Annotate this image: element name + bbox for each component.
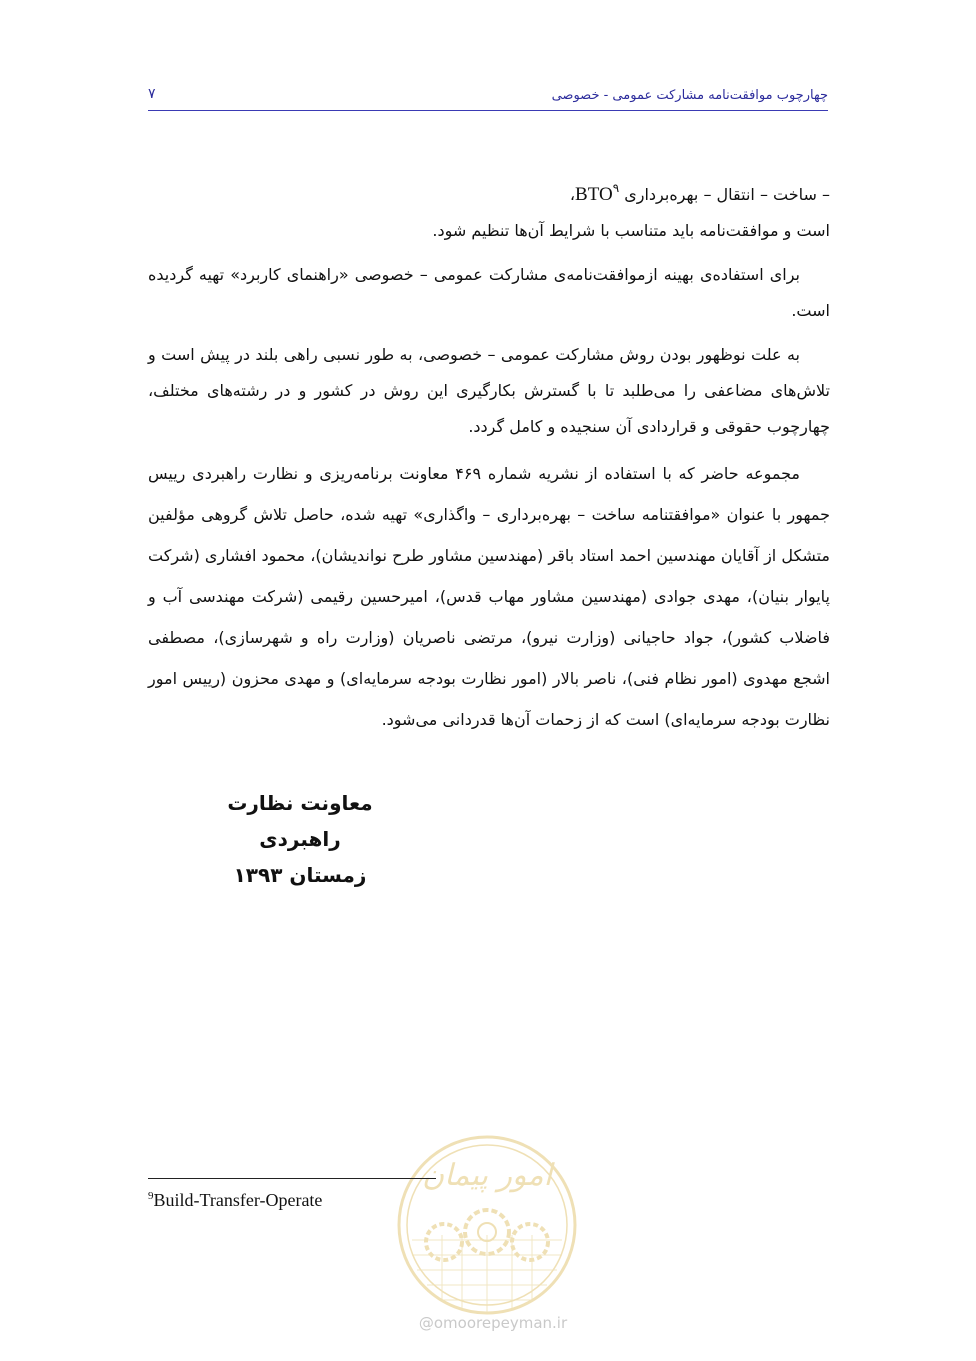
signature-block xyxy=(200,785,400,893)
omoor-peyman-watermark-logo xyxy=(392,1130,582,1340)
intro-tail-text: است و موافقت‌نامه باید متناسب با شرایط آن‌ها تنظیم شود. xyxy=(432,221,830,240)
watermark-url: @omoorepeyman.ir xyxy=(418,1314,568,1332)
signature-office: معاونت نظارت راهبردی xyxy=(227,791,373,851)
page-body xyxy=(148,170,830,740)
running-header-title: چهارچوب موافقت‌نامه مشارکت عمومی - خصوصی xyxy=(551,88,828,103)
credits-paragraph: مجموعه حاضر که با استفاده از نشریه شماره ۴۶۹ معاونت برنامه‌ریزی و نظارت راهبردی رییس جمهور با عنوان «موافقتنامه ساخت – بهره‌برداری – واگذاری» تهیه شده، حاصل تلاش گروهی مؤلفین متشکل از آقایان مهندسین احمد استاد باقر (مهندسین مشاور طرح نواندیشان)، محمود افشاری (شرکت پایوار بنیان)، مهدی جوادی (مهندسین مشاور مهاب قدس)، امیرحسین رقیمی (شرکت مهندسی آب و فاضلاب کشور)، جواد حاجیانی (وزارت نیرو)، مرتضی ناصریان (وزارت راه و شهرسازی)، مصطفی اشجع مهدوی (امور نظام فنی)، ناصر بالار (امور نظارت بودجه سرمایه‌ای) و مهدی محزون (رییس امور نظارت بودجه سرمایه‌ای) است که از زحمات آن‌ها قدردانی می‌شود. xyxy=(148,464,830,729)
footnote xyxy=(148,1190,322,1211)
novelty-paragraph: به علت نوظهور بودن روش مشارکت عمومی – خصوصی، به طور نسبی راهی بلند در پیش است و تلاش‌های مضاعفی را می‌طلبد تا با گسترش بکارگیری این روش در کشور و در رشته‌های مختلف، چهارچوب حقوقی و قراردادی آن سنجیده و کامل گردد. xyxy=(148,345,830,436)
header-rule xyxy=(148,110,828,111)
page-number: ۷ xyxy=(148,86,156,102)
bto-list-item xyxy=(148,170,830,213)
footnote-reference: ۹ xyxy=(612,181,620,195)
bto-acronym: BTO xyxy=(575,184,613,205)
signature-date: زمستان ۱۳۹۳ xyxy=(233,863,367,887)
footnote-text: Build-Transfer-Operate xyxy=(153,1190,323,1210)
footnote-rule xyxy=(148,1178,436,1179)
guide-paragraph: برای استفاده‌ی بهینه ازموافقت‌نامه‌ی مشارکت عمومی – خصوصی «راهنمای کاربرد» تهیه گردیده است. xyxy=(148,265,830,320)
bto-line-prefix: – ساخت – انتقال – بهره‌برداری xyxy=(619,185,830,204)
watermark-logo-text: امور پیمان xyxy=(422,1158,552,1193)
footnote-number: 9 xyxy=(148,1190,154,1202)
bto-line-suffix: ، xyxy=(569,185,576,204)
